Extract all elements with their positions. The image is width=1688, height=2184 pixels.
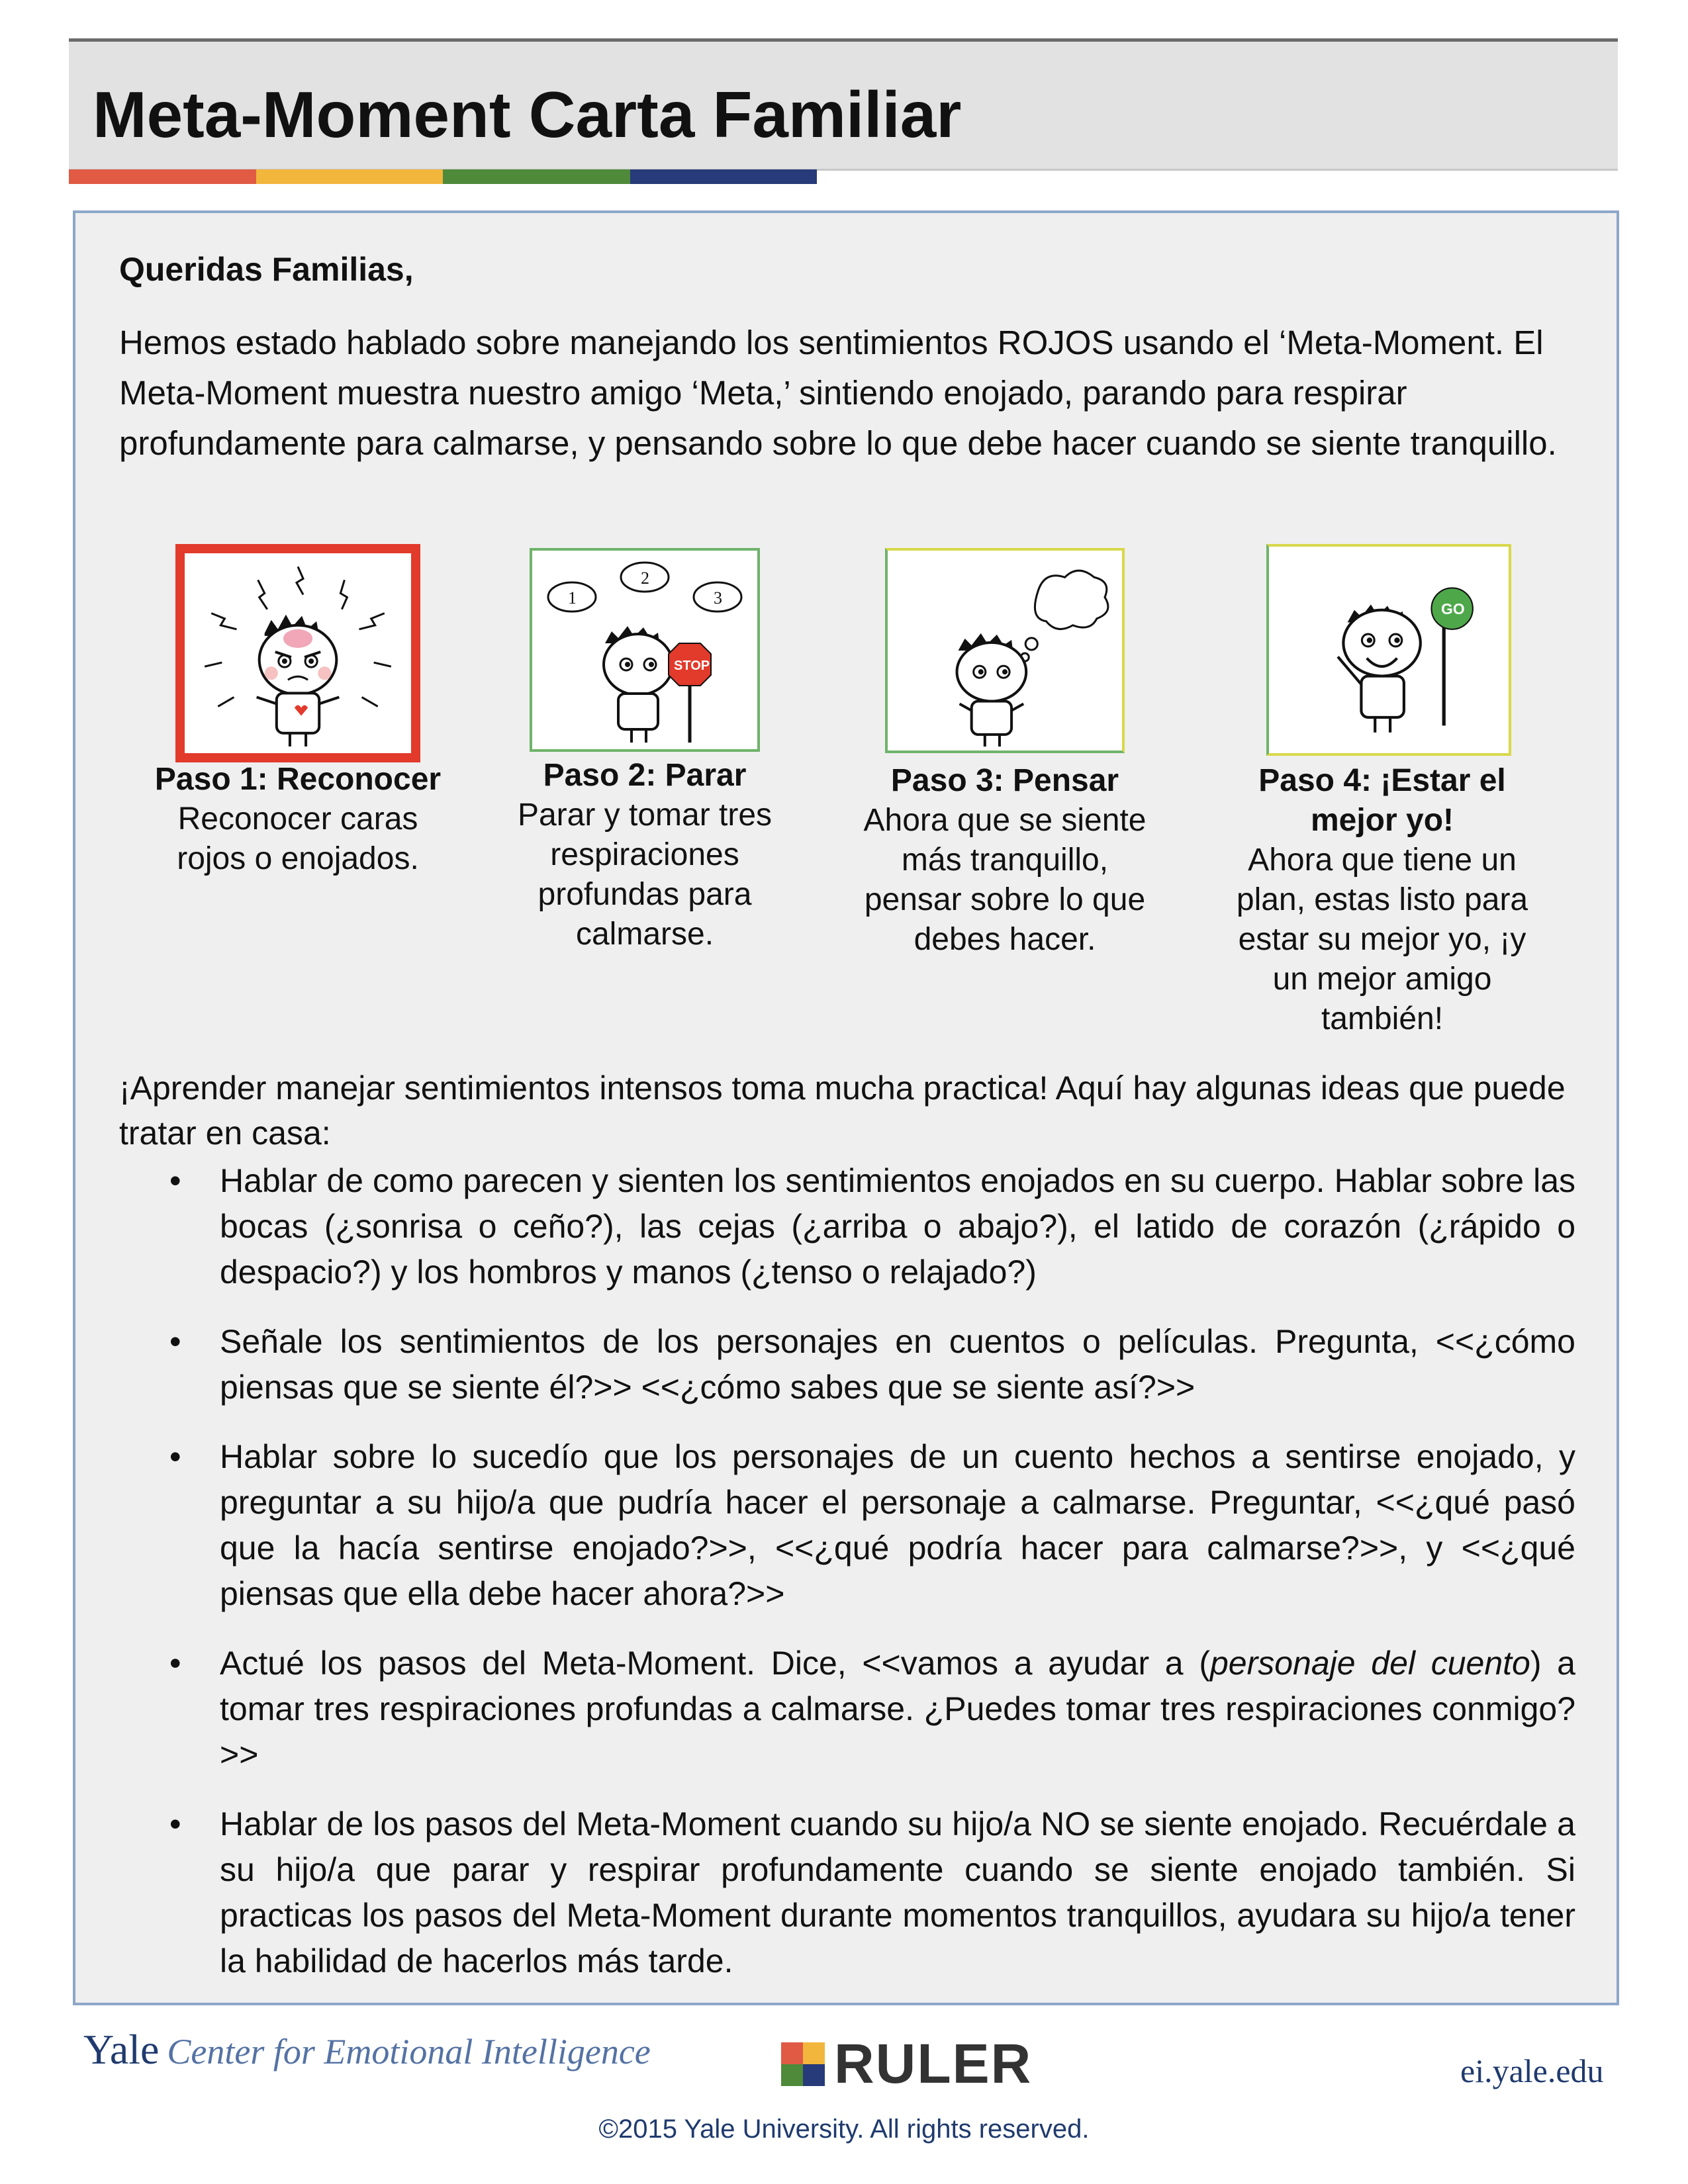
- stop-sign-meta-icon: [532, 551, 757, 749]
- list-item: [119, 1319, 1575, 1410]
- step-4-caption: [1230, 761, 1534, 1039]
- yale-wordmark: Yale: [83, 2026, 160, 2073]
- bubble-1: 1: [568, 588, 577, 608]
- idea-text: Señale los sentimientos de los personajes en cuentos o películas. Pregunta, <<¿cómo piensas que se siente él?>> <<¿cómo sabes que se siente así?>>: [220, 1323, 1575, 1406]
- greeting: Queridas Familias,: [119, 251, 414, 288]
- copyright: ©2015 Yale University. All rights reserved.: [598, 2115, 1090, 2144]
- step-4-text: Ahora que tiene un plan, estas listo para estar su mejor yo, ¡y un mejor amigo también!: [1236, 842, 1528, 1036]
- go-sign-meta-icon: [1269, 547, 1509, 753]
- stripe-yellow: [256, 169, 444, 184]
- yale-logo: [83, 2025, 651, 2074]
- thinking-meta-icon: [888, 551, 1122, 751]
- stop-sign-text: STOP: [674, 659, 710, 673]
- step-4-title: Paso 4: ¡Estar el mejor yo!: [1258, 763, 1506, 838]
- step-4-image: [1266, 544, 1511, 756]
- step-3-text: Ahora que se siente más tranquillo, pensar sobre lo que debes hacer.: [863, 803, 1147, 957]
- step-2-text: Parar y tomar tres respiraciones profundas para calmarse.: [517, 797, 773, 952]
- list-item: [119, 1641, 1575, 1778]
- step-2-caption: [492, 756, 797, 954]
- list-item: [119, 1801, 1575, 1984]
- idea-text-before: Actué los pasos del Meta-Moment. Dice, <<vamos a ayudar a (: [220, 1645, 1210, 1682]
- go-sign-text: GO: [1441, 600, 1465, 617]
- ruler-squares-icon: [781, 2042, 825, 2086]
- stripe-red: [69, 169, 256, 184]
- angry-meta-icon: [185, 553, 411, 753]
- step-2-image: [530, 548, 760, 752]
- step-3-title: Paso 3: Pensar: [890, 763, 1119, 798]
- step-1-text: Reconocer caras rojos o enojados.: [177, 801, 419, 876]
- list-item: [119, 1158, 1575, 1295]
- step-1-image: [175, 544, 420, 762]
- stripe-green: [443, 169, 630, 184]
- list-item: [119, 1434, 1575, 1617]
- ideas-intro: ¡Aprender manejar sentimientos intensos toma mucha practica! Aquí hay algunas ideas que puede tratar en casa:: [119, 1069, 1566, 1152]
- idea-text-after: ) a tomar tres respiraciones profundas a calmarse. ¿Puedes tomar tres respiraciones conmigo?>>: [220, 1645, 1575, 1773]
- step-1-title: Paso 1: Reconocer: [154, 762, 442, 797]
- bullet: •: [169, 1805, 181, 1843]
- page-title: Meta-Moment Carta Familiar: [93, 78, 962, 151]
- site-link[interactable]: ei.yale.edu: [1460, 2052, 1604, 2089]
- stripe-blue: [630, 169, 818, 184]
- step-3-caption: [853, 761, 1157, 960]
- bubble-2: 2: [641, 569, 649, 588]
- bullet: •: [169, 1323, 181, 1360]
- step-1-caption: [146, 760, 450, 879]
- idea-text: Hablar sobre lo sucedío que los personajes de un cuento hechos a sentirse enojado, y preguntar a su hijo/a que pudría hacer el personaje a calmarse. Preguntar, <<¿qué pasó que la hacía sentirse enojado?>>, <<¿qué podría hacer para calmarse?>>, y <<¿qué piensas que ella debe hacer ahora?>>: [220, 1438, 1575, 1612]
- intro-paragraph: Hemos estado hablado sobre manejando los sentimientos ROJOS usando el ‘Meta-Moment. El Meta-Moment muestra nuestro amigo ‘Meta,’ sintiendo enojado, parando para respirar profundamente para calmarse, y pensando sobre lo que debe hacer cuando se siente tranquillo.: [119, 324, 1557, 462]
- ideas-list: [119, 1158, 1575, 2008]
- idea-text-italic: personaje del cuento: [1209, 1645, 1530, 1682]
- bullet: •: [169, 1645, 181, 1682]
- ruler-wordmark: RULER: [834, 2032, 1033, 2095]
- ruler-logo: [781, 2032, 1032, 2096]
- step-2-title: Paso 2: Parar: [543, 758, 747, 793]
- bubble-3: 3: [714, 588, 722, 608]
- color-stripe: [69, 169, 817, 184]
- step-3-image: [885, 548, 1125, 753]
- bullet: •: [169, 1438, 181, 1475]
- header-banner: [69, 38, 1618, 169]
- bullet: •: [169, 1162, 181, 1199]
- center-name: Center for Emotional Intelligence: [167, 2032, 651, 2071]
- idea-text: Hablar de como parecen y sienten los sentimientos enojados en su cuerpo. Hablar sobre las bocas (¿sonrisa o ceño?), las cejas (¿arriba o abajo?), el latido de corazón (¿rápido o despacio?) y los hombros y manos (¿tenso o relajado?): [220, 1162, 1575, 1291]
- idea-text: Hablar de los pasos del Meta-Moment cuando su hijo/a NO se siente enojado. Recuérdale a su hijo/a que parar y respirar profundamente cuando se siente enojado también. Si practicas los pasos del Meta-Moment durante momentos tranquillos, ayudara su hijo/a tener la habilidad de hacerlos más tarde.: [220, 1805, 1575, 1979]
